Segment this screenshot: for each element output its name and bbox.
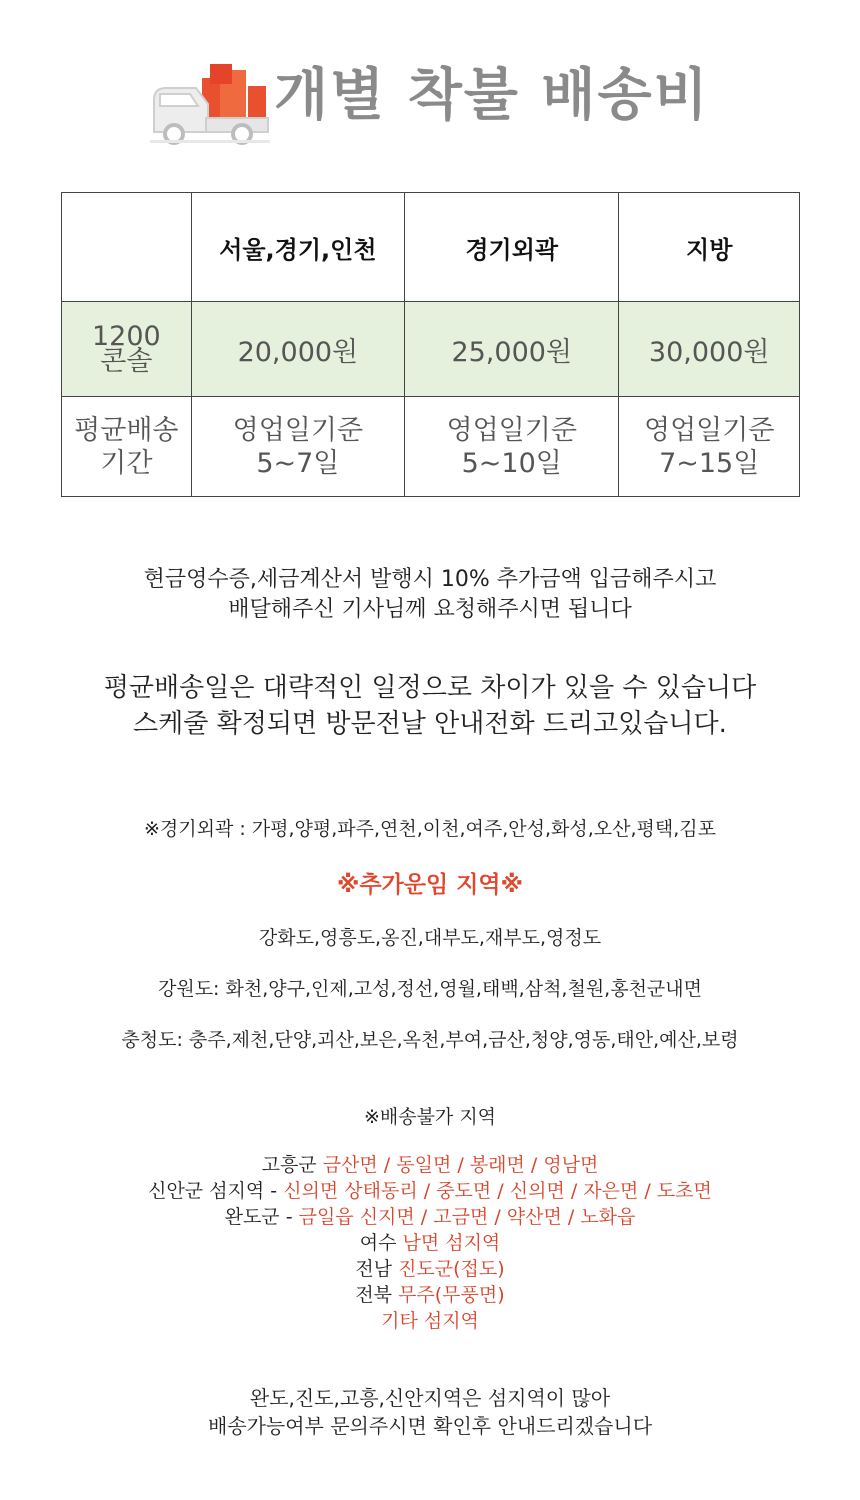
region-detail: 금일읍 신지면 / 고금면 / 약산면 / 노화읍	[298, 1206, 636, 1228]
price-cell: 30,000원	[619, 302, 800, 397]
row-label-line: 평균배송	[74, 414, 179, 446]
page-header	[0, 52, 860, 152]
row-label-line: 1200	[91, 321, 161, 352]
row-label-line: 콘솔	[100, 346, 153, 377]
notice-line: 스케줄 확정되면 방문전날 안내전화 드리고있습니다.	[133, 709, 727, 739]
period-days: 5~7일	[256, 447, 340, 479]
shipping-rate-table	[61, 192, 800, 497]
page-title: 개별 착불 배송비	[274, 63, 710, 128]
region-detail: 신의면 상태동리 / 중도면 / 신의면 / 자은면 / 도초면	[283, 1180, 712, 1202]
column-header: 지방	[619, 193, 800, 302]
no-delivery-item	[0, 1204, 860, 1230]
period-basis: 영업일기준	[446, 414, 577, 446]
no-delivery-title: ※배송불가 지역	[363, 1106, 497, 1128]
price-cell: 25,000원	[405, 302, 619, 397]
extra-fee-region: 강원도: 화천,양구,인제,고성,정선,영월,태백,삼척,철원,홍천군내면	[157, 978, 702, 1000]
region-detail: 금산면 / 동일면 / 봉래면 / 영남면	[322, 1154, 599, 1176]
column-header: 서울,경기,인천	[191, 193, 404, 302]
region-detail: 진도군(접도)	[398, 1258, 505, 1280]
outer-gyeonggi-list: ※경기외곽 : 가평,양평,파주,연천,이천,여주,안성,화성,오산,평택,김포	[143, 818, 716, 840]
region-name: 고흥군	[261, 1154, 323, 1176]
empty-header-cell	[62, 193, 192, 302]
no-delivery-item	[0, 1256, 860, 1282]
table-row	[62, 302, 800, 397]
region-name: 전북	[355, 1284, 399, 1306]
notice-line: 현금영수증,세금계산서 발행시 10% 추가금액 입금해주시고	[143, 567, 717, 592]
extra-fee-region: 충청도: 충주,제천,단양,괴산,보은,옥천,부여,금산,청양,영동,태안,예산,보령	[121, 1029, 739, 1051]
no-delivery-item	[0, 1230, 860, 1256]
extra-fee-region: 강화도,영흥도,옹진,대부도,재부도,영정도	[258, 927, 602, 949]
region-detail: 남면 섬지역	[402, 1232, 501, 1254]
period-basis: 영업일기준	[644, 414, 775, 446]
no-delivery-list	[0, 1152, 860, 1334]
row-label-line: 기간	[100, 447, 153, 479]
schedule-notice	[0, 670, 860, 742]
period-basis: 영업일기준	[232, 414, 364, 446]
column-header: 경기외곽	[405, 193, 619, 302]
notice-line: 평균배송일은 대략적인 일정으로 차이가 있을 수 있습니다	[103, 673, 757, 703]
period-days: 7~15일	[659, 447, 760, 479]
region-name: 여수	[359, 1232, 403, 1254]
no-delivery-item	[0, 1282, 860, 1308]
receipt-notice	[0, 565, 860, 625]
no-delivery-item	[0, 1178, 860, 1204]
table-header-row	[62, 193, 800, 302]
closing-line: 배송가능여부 문의주시면 확인후 안내드리겠습니다	[207, 1414, 653, 1438]
closing-notice	[0, 1384, 860, 1440]
notice-line: 배달해주신 기사님께 요청해주시면 됩니다	[228, 597, 632, 622]
region-name: 신안군 섬지역 -	[148, 1180, 284, 1202]
extra-fee-title: ※추가운임 지역※	[336, 872, 524, 898]
no-delivery-item	[0, 1152, 860, 1178]
region-name: 완도군 -	[224, 1206, 299, 1228]
delivery-truck-icon	[150, 60, 270, 146]
closing-line: 완도,진도,고흥,신안지역은 섬지역이 많아	[249, 1386, 611, 1410]
table-row	[62, 397, 800, 497]
period-cell	[619, 397, 800, 497]
region-name: 전남	[355, 1258, 399, 1280]
no-delivery-item	[0, 1308, 860, 1334]
row-label	[62, 397, 192, 497]
region-detail: 기타 섬지역	[381, 1310, 479, 1332]
period-cell	[405, 397, 619, 497]
price-cell: 20,000원	[191, 302, 404, 397]
period-cell	[191, 397, 404, 497]
row-label	[62, 302, 192, 397]
region-detail: 무주(무풍면)	[398, 1284, 505, 1306]
period-days: 5~10일	[461, 447, 562, 479]
